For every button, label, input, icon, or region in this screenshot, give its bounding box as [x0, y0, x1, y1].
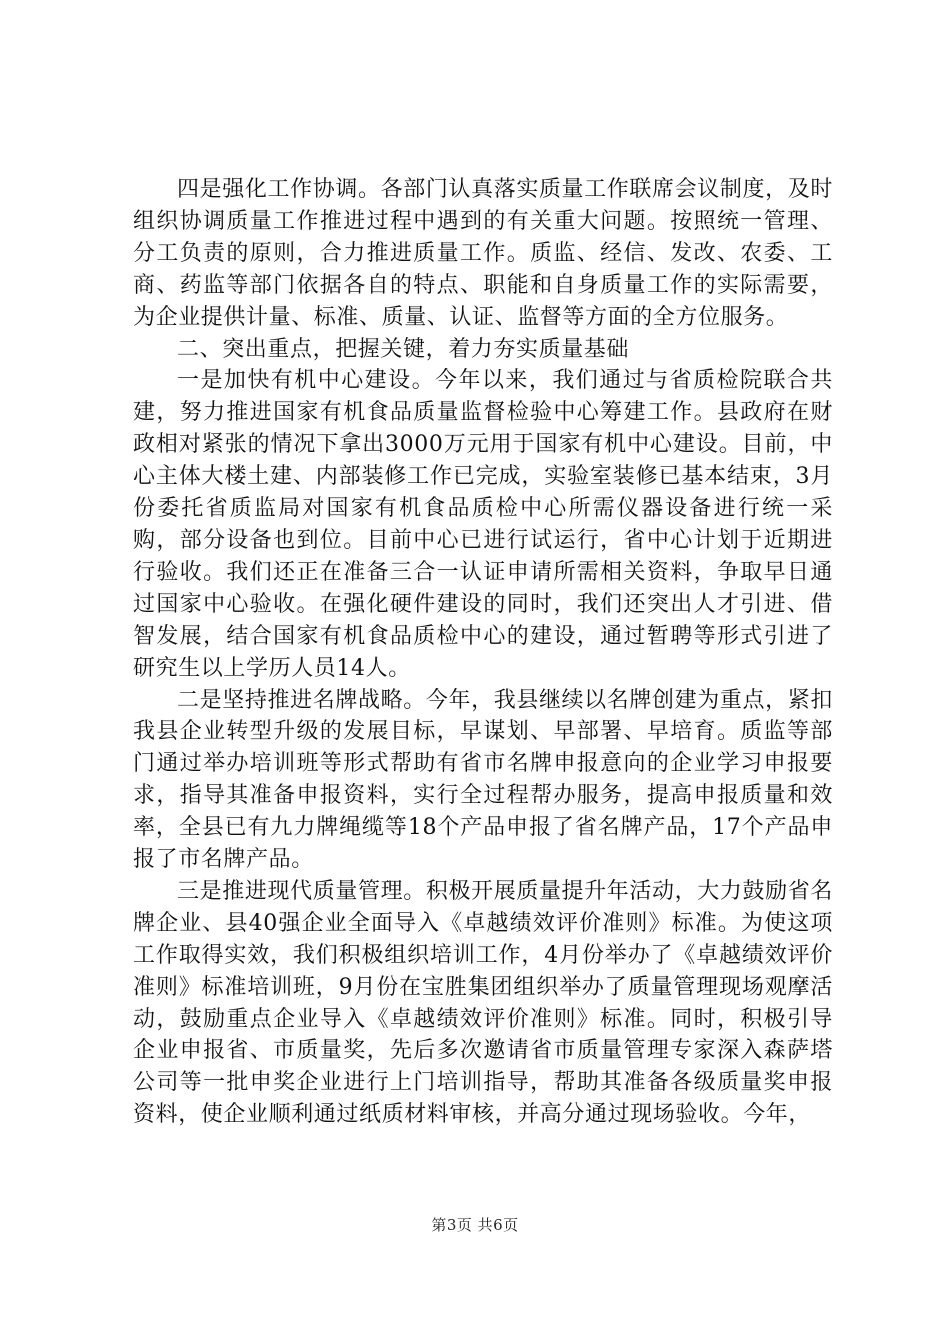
- paragraph-organic-center: 一是加快有机中心建设。今年以来，我们通过与省质检院联合共建，努力推进国家有机食品质量监督检验中心筹建工作。县政府在财政相对紧张的情况下拿出3000万元用于国家有机中心建设。目前，中心主体大楼土建、内部装修工作已完成，实验室装修已基本结束，3月份委托省质监局对国家有机食品质检中心所需仪器设备进行统一采购，部分设备也到位。目前中心已进行试运行，省中心计划于近期进行验收。我们还正在准备三合一认证申请所需相关资料，争取早日通过国家中心验收。在强化硬件建设的同时，我们还突出人才引进、借智发展，结合国家有机食品质检中心的建设，通过暂聘等形式引进了研究生以上学历人员14人。: [133, 368, 833, 681]
- section-heading-two: 二、突出重点，把握关键，着力夯实质量基础: [177, 336, 630, 362]
- page-number-footer: 第3页 共6页: [431, 1216, 519, 1234]
- document-body: [133, 174, 833, 1131]
- paragraph-strengthen-coordination: 四是强化工作协调。各部门认真落实质量工作联席会议制度，及时组织协调质量工作推进过程中遇到的有关重大问题。按照统一管理、分工负责的原则，合力推进质量工作。质监、经信、发改、农委、工商、药监等部门依据各自的特点、职能和自身质量工作的实际需要，为企业提供计量、标准、质量、认证、监督等方面的全方位服务。: [133, 177, 833, 330]
- paragraph-brand-strategy: 二是坚持推进名牌战略。今年，我县继续以名牌创建为重点，紧扣我县企业转型升级的发展目标，早谋划、早部署、早培育。质监等部门通过举办培训班等形式帮助有省市名牌申报意向的企业学习申报要求，指导其准备申报资料，实行全过程帮办服务，提高申报质量和效率，全县已有九力牌绳缆等18个产品申报了省名牌产品，17个产品申报了市名牌产品。: [133, 687, 833, 873]
- paragraph-quality-management: 三是推进现代质量管理。积极开展质量提升年活动，大力鼓励省名牌企业、县40强企业全面导入《卓越绩效评价准则》标准。为使这项工作取得实效，我们积极组织培训工作，4月份举办了《卓越绩效评价准则》标准培训班，9月份在宝胜集团组织举办了质量管理现场观摩活动，鼓励重点企业导入《卓越绩效评价准则》标准。同时，积极引导企业申报省、市质量奖，先后多次邀请省市质量管理专家深入森萨塔公司等一批申奖企业进行上门培训指导，帮助其准备各级质量奖申报资料，使企业顺利通过纸质材料审核，并高分通过现场验收。今年，: [133, 878, 833, 1128]
